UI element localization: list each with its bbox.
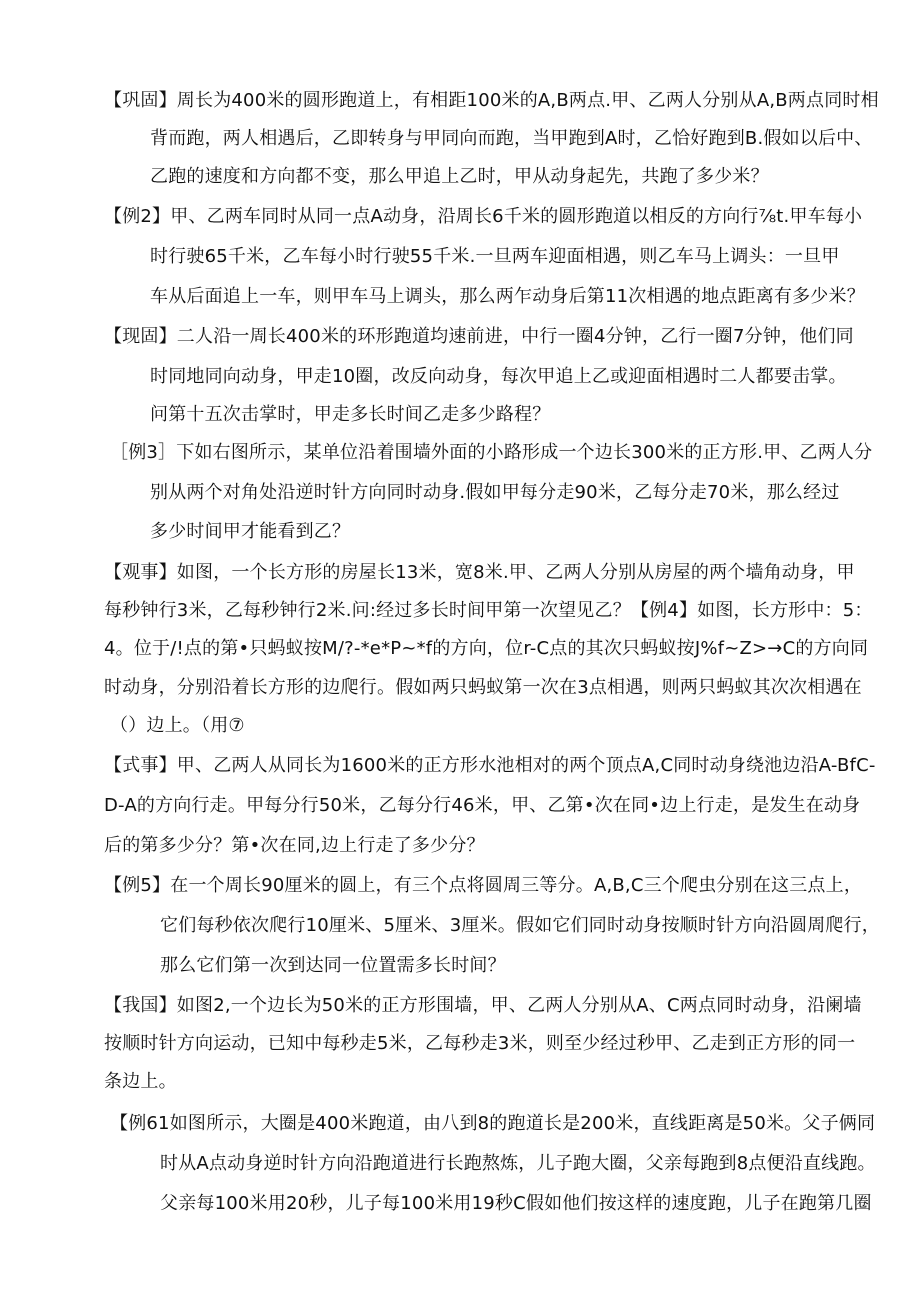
line-observe-1: 【观事】如图，一个长方形的房屋长13米，宽8米.甲、乙两人分别从房屋的两个墙角动身，甲 — [104, 562, 855, 583]
line-example3-3: 多少时间甲才能看到乙？ — [150, 521, 351, 542]
line-example4-2: 时动身，分别沿着长方形的边爬行。假如两只蚂蚁第一次在3点相遇，则两只蚂蚁其次次相遇在 — [104, 677, 862, 698]
line-practice-1: 【现固】二人沿一周长400米的环形跑道均速前进，中行一圈4分钟，乙行一圈7分钟，他们同 — [104, 326, 854, 347]
line-example4-3: （）边上。（用⑦ — [110, 715, 245, 736]
line-consolidate-1: 【巩固】周长为400米的圆形跑道上，有相距100米的A,B两点.甲、乙两人分别从A,B两点同时相 — [104, 90, 879, 111]
line-consolidate-3: 乙跑的速度和方向都不变，那么甲追上乙时，甲从动身起先，共跑了多少米？ — [150, 166, 769, 187]
line-example5-3: 那么它们第一次到达同一位置需多长时间？ — [160, 955, 506, 976]
line-formula-1: 【式事】甲、乙两人从同长为1600米的正方形水池相对的两个顶点A,C同时动身绕池边沿A-BfC- — [104, 755, 876, 776]
line-formula-2: D-A的方向行走。甲每分行50米，乙每分行46米，甲、乙第•次在同•边上行走，是发生在动身 — [104, 795, 861, 816]
line-practice-2: 时同地同向动身，甲走10圈，改反向动身，每次甲追上乙或迎面相遇时二人都要击掌。 — [150, 366, 847, 387]
line-consolidate-2: 背而跑，两人相遇后，乙即转身与甲同向而跑，当甲跑到A时，乙恰好跑到B.假如以后中、 — [150, 128, 873, 149]
line-example6-2: 时从A点动身逆时针方向沿跑道进行长跑熬炼，儿子跑大圈，父亲每跑到8点便沿直线跑。 — [160, 1153, 876, 1174]
line-example6-3: 父亲每100米用20秒，儿子每100米用19秒C假如他们按这样的速度跑，儿子在跑第几圈 — [160, 1193, 872, 1214]
line-ours-2: 按顺时针方向运动，已知中每秒走5米，乙每秒走3米，则至少经过秒甲、乙走到正方形的同一 — [104, 1033, 856, 1054]
line-observe-2: 每秒钟行3米，乙每秒钟行2米.问:经过多长时间甲第一次望见乙？【例4】如图，长方形中：5： — [104, 600, 873, 621]
line-example3-1: ［例3］下如右图所示，某单位沿着围墙外面的小路形成一个边长300米的正方形.甲、乙两人分 — [110, 442, 873, 463]
line-example2-1: 【例2】甲、乙两车同时从同一点A动身，沿周长6千米的圆形跑道以相反的方向行⅞t.甲车每小 — [104, 206, 863, 227]
line-example4-1: 4。位于/!点的第•只蚂蚁按M/?-*e*P~*f的方向，位r-C点的其次只蚂蚁按J%f~Z>→C的方向同 — [104, 638, 869, 659]
line-example5-2: 它们每秒依次爬行10厘米、5厘米、3厘米。假如它们同时动身按顺时针方向沿圆周爬行， — [160, 915, 881, 936]
line-ours-1: 【我国】如图2,一个边长为50米的正方形围墙，甲、乙两人分别从A、C两点同时动身，沿阑墙 — [104, 995, 862, 1016]
line-example5-1: 【例5】在一个周长90厘米的圆上，有三个点将圆周三等分。A,B,C三个爬虫分别在这三点上， — [104, 875, 863, 896]
line-practice-3: 问第十五次击掌时，甲走多长时间乙走多少路程？ — [150, 404, 551, 425]
line-example3-2: 别从两个对角处沿逆时针方向同时动身.假如甲每分走90米，乙每分走70米，那么经过 — [150, 482, 840, 503]
line-example2-3: 车从后面追上一车，则甲车马上调头，那么两乍动身后第11次相遇的地点距离有多少米？ — [150, 286, 865, 307]
line-ours-3: 条边上。 — [104, 1071, 177, 1092]
line-formula-3: 后的第多少分？第•次在同,边上行走了多少分？ — [104, 835, 485, 856]
line-example6-1: 【例61如图所示，大圈是400米跑道，由八到8的跑道长是200米，直线距离是50米。父子俩同 — [110, 1113, 876, 1134]
line-example2-2: 时行驶65千米，乙车每小时行驶55千米.一旦两车迎面相遇，则乙车马上调头：一旦甲 — [150, 246, 840, 267]
